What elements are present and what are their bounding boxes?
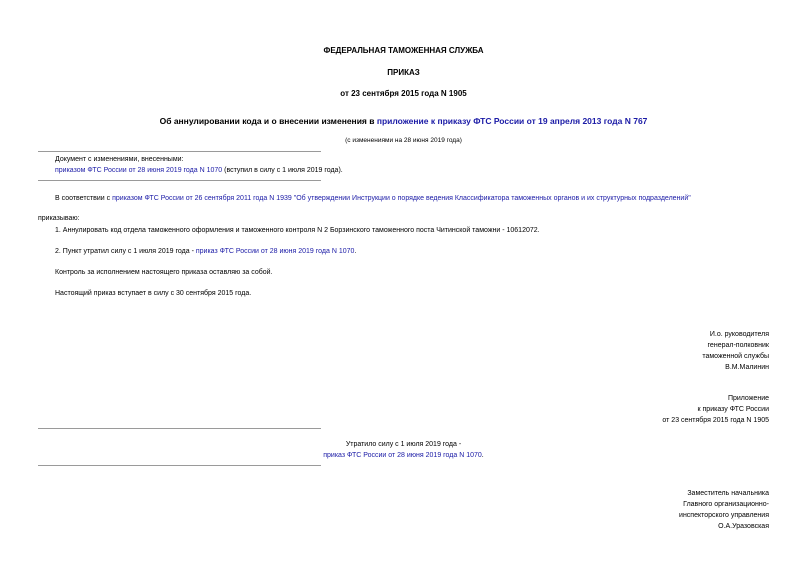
deputy-line-1: Заместитель начальника <box>687 490 769 497</box>
lost-force-line-2 <box>0 452 807 459</box>
signature-line-1: И.о. руководителя <box>709 331 769 338</box>
item-1: 1. Аннулировать код отдела таможенного оформления и таможенного контроля N 2 Борзинского таможенного поста Читинской таможни - 10612072. <box>55 227 540 234</box>
separator-lost-force-bottom <box>38 465 321 466</box>
change-doc-link[interactable]: приказом ФТС России от 28 июня 2019 года N 1070 <box>55 167 223 174</box>
document-date-number: от 23 сентября 2015 года N 1905 <box>340 89 467 98</box>
item-2-suffix: . <box>354 248 357 255</box>
signature-line-3: таможенной службы <box>702 353 769 360</box>
amended-note: (с изменениями на 28 июня 2019 года) <box>345 137 462 144</box>
signature-name: В.М.Малинин <box>725 364 769 371</box>
control-paragraph: Контроль за исполнением настоящего приказа оставляю за собой. <box>55 269 273 276</box>
appendix-line-3: от 23 сентября 2015 года N 1905 <box>662 417 769 424</box>
document-type: ПРИКАЗ <box>387 68 420 77</box>
lost-force-link[interactable]: приказ ФТС России от 28 июня 2019 года N 1070 <box>323 452 482 459</box>
preamble-link[interactable]: приказом ФТС России от 26 сентября 2011 года N 1939 "Об утверждении Инструкции о порядке ведения Классификатора таможенных органов и их структурных подразделений" <box>112 195 691 202</box>
agency-name: ФЕДЕРАЛЬНАЯ ТАМОЖЕННАЯ СЛУЖБА <box>323 46 484 55</box>
deputy-name: О.А.Уразовская <box>718 523 769 530</box>
item-2 <box>55 248 356 255</box>
separator-top <box>38 151 321 152</box>
document-title <box>0 116 807 126</box>
separator-bottom <box>38 180 321 181</box>
preamble-prefix: В соответствии с <box>55 195 113 202</box>
deputy-block <box>569 488 769 532</box>
appendix-block <box>569 393 769 426</box>
signature-line-2: генерал-полковник <box>707 342 769 349</box>
order-word: приказываю: <box>38 215 80 222</box>
appendix-line-2: к приказу ФТС России <box>697 406 769 413</box>
preamble <box>55 195 691 202</box>
title-prefix: Об аннулировании кода и о внесении изменения в <box>159 116 377 126</box>
change-doc-line <box>55 167 343 174</box>
title-link[interactable]: приложение к приказу ФТС России от 19 апреля 2013 года N 767 <box>376 116 648 126</box>
separator-lost-force-top <box>38 428 321 429</box>
effective-paragraph: Настоящий приказ вступает в силу с 30 сентября 2015 года. <box>55 290 252 297</box>
appendix-line-1: Приложение <box>727 395 769 402</box>
lost-force-line-1: Утратило силу с 1 июля 2019 года - <box>345 441 462 448</box>
item-2-prefix: 2. Пункт утратил силу с 1 июля 2019 года - <box>55 248 196 255</box>
signature-block <box>569 329 769 373</box>
change-doc-label: Документ с изменениями, внесенными: <box>55 156 184 163</box>
change-doc-suffix: (вступил в силу с 1 июля 2019 года). <box>222 167 343 174</box>
deputy-line-2: Главного организационно- <box>683 501 769 508</box>
deputy-line-3: инспекторского управления <box>679 512 769 519</box>
item-2-link[interactable]: приказ ФТС России от 28 июня 2019 года N 1070 <box>195 248 355 255</box>
lost-force-suffix: . <box>481 452 484 459</box>
